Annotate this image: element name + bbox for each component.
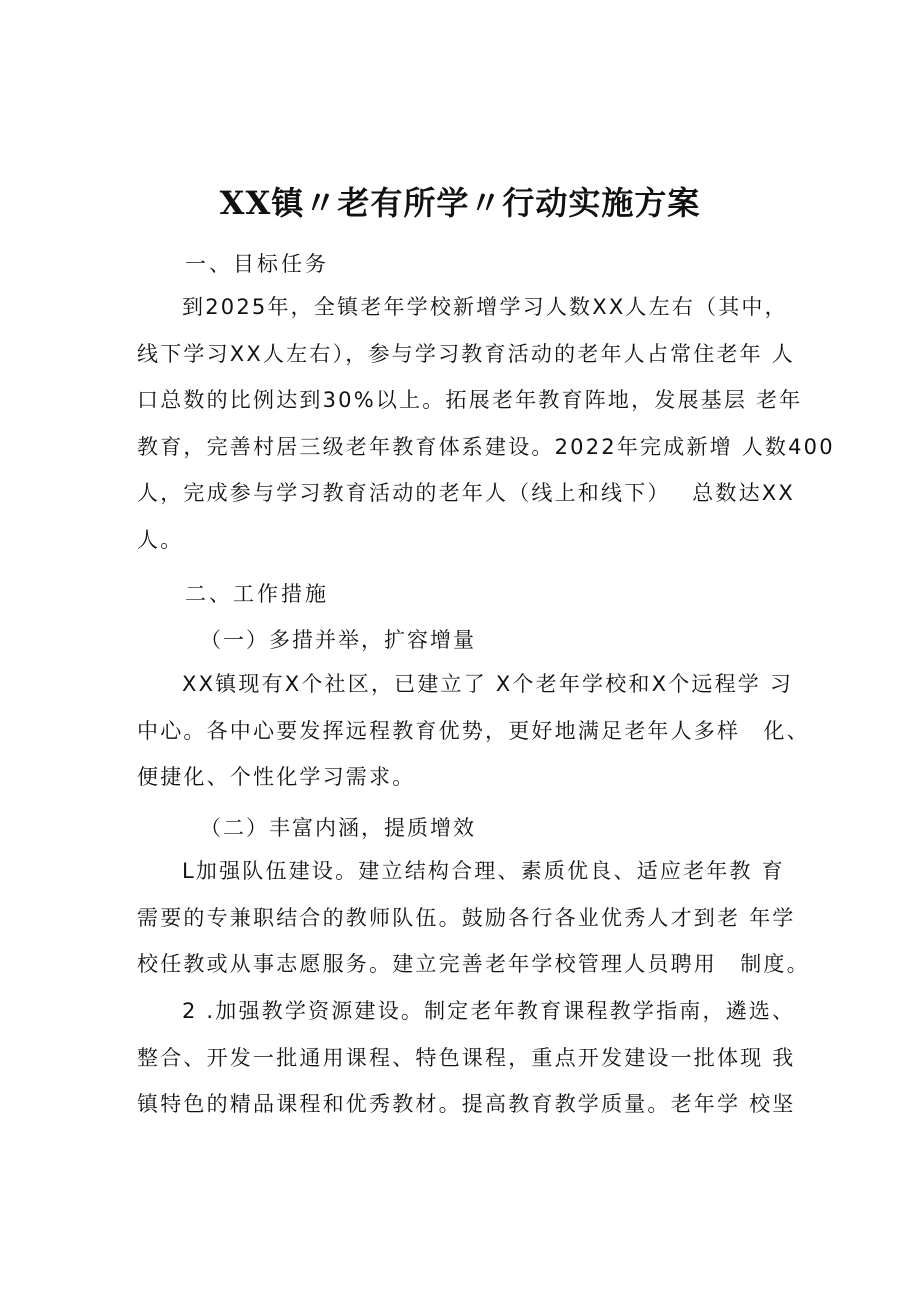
subsection-heading-quality: （二）丰富内涵，提质增效: [200, 816, 476, 840]
teaching-resources-paragraph: [137, 988, 796, 1128]
section-heading-measures: 二、工作措施: [185, 582, 329, 606]
paragraph-line: 便捷化、个性化学习需求。: [137, 765, 416, 789]
paragraph-line: 教育，完善村居三级老年教育体系建设。2022年完成新增 人数400: [137, 434, 835, 459]
subsection-heading-expand: （一）多措并举，扩容增量: [200, 628, 476, 652]
paragraph-line: 人。: [137, 527, 184, 552]
paragraph-line: 线下学习XX人左右），参与学习教育活动的老年人占常住老年 人: [137, 341, 795, 366]
section-heading-goals: 一、目标任务: [185, 252, 329, 276]
paragraph-line: 口总数的比例达到30%以上。拓展老年教育阵地，发展基层 老年: [137, 388, 803, 412]
paragraph-line: 整合、开发一批通用课程、特色课程，重点开发建设一批体现 我: [137, 1045, 796, 1070]
teacher-team-paragraph: [137, 848, 810, 988]
paragraph-line: 人，完成参与学习教育活动的老年人（线上和线下） 总数达XX: [137, 481, 795, 505]
paragraph-line: L加强队伍建设。建立结构合理、素质优良、适应老年教 育: [182, 859, 785, 883]
paragraph-line: 中心。各中心要发挥远程教育优势，更好地满足老年人多样 化、: [137, 718, 810, 743]
paragraph-line: 校任教或从事志愿服务。建立完善老年学校管理人员聘用 制度。: [137, 952, 810, 976]
paragraph-line: XX镇现有X个社区，已建立了 X个老年学校和X个远程学 习: [182, 672, 794, 696]
paragraph-line: 到2025年，全镇老年学校新增学习人数XX人左右（其中，: [182, 295, 788, 319]
expand-paragraph: [137, 661, 810, 801]
goals-paragraph: [137, 284, 835, 563]
paragraph-line: 需要的专兼职结合的教师队伍。鼓励各行各业优秀人才到老 年学: [137, 905, 796, 930]
document-title: XX镇〃老有所学〃行动实施方案: [219, 184, 701, 222]
paragraph-line: 镇特色的精品课程和优秀教材。提高教育教学质量。老年学 校坚: [137, 1092, 796, 1116]
paragraph-line: 2 .加强教学资源建设。制定老年教育课程教学指南，遴选、: [182, 999, 796, 1023]
